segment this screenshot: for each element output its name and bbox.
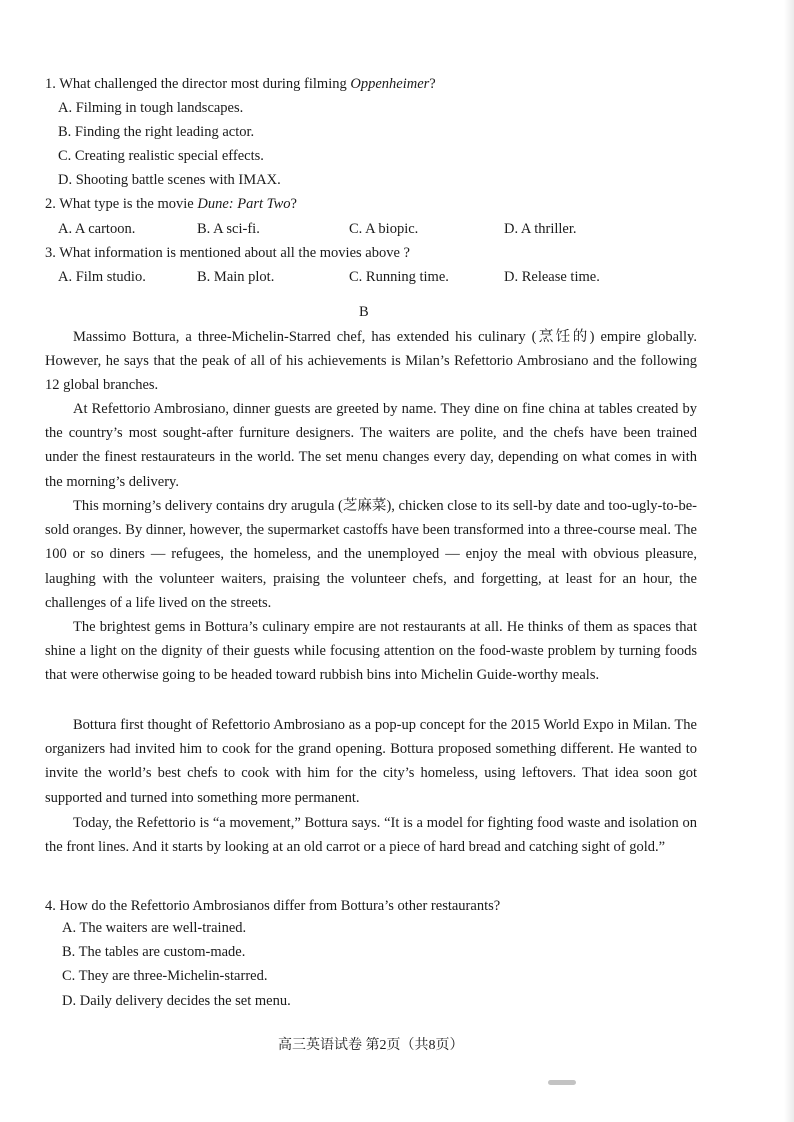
question-1-movie-title: Oppenheimer: [350, 76, 430, 92]
question-1-stem-text: 1. What challenged the director most during filming: [45, 76, 351, 92]
passage-paragraph-4-text: The brightest gems in Bottura’s culinary empire are not restaurants at all. He thinks of them as spaces that shine a light on the dignity of their guests while focusing attention on the food-waste problem by turning foods that were otherwise going to be headed toward rubbish bins into Michelin Guide-worthy meals.: [45, 619, 697, 684]
question-2-movie-title: Dune: Part Two: [197, 196, 291, 212]
question-4-option-a: A. The waiters are well-trained.: [62, 920, 247, 936]
passage-paragraph-3-text: This morning’s delivery contains dry arugula (芝麻菜), chicken close to its sell-by date and too-ugly-to-be-sold oranges. By dinner, however, the supermarket castoffs have been transformed into a three-course meal. The 100 or so diners — refugees, the homeless, and the unemployed — enjoy the meal with obvious pleasure, laughing with the volunteer waiters, praising the volunteer chefs, and forgetting, at least for an hour, the challenges of a life lived on the streets.: [45, 498, 697, 611]
question-1-option-a: A. Filming in tough landscapes.: [58, 100, 244, 116]
passage-paragraph-2: [45, 397, 697, 494]
question-2-stem-text: 2. What type is the movie: [45, 196, 198, 212]
question-4-stem: 4. How do the Refettorio Ambrosianos differ from Bottura’s other restaurants?: [45, 898, 501, 914]
passage-paragraph-2-text: At Refettorio Ambrosiano, dinner guests are greeted by name. They dine on fine china at tables created by the country’s most sought-after furniture designers. The waiters are polite, and the chefs have been trained under the finest restaurateurs in the world. The set menu changes every day, depending on what comes in with the morning’s delivery.: [45, 401, 697, 490]
question-1-option-d: D. Shooting battle scenes with IMAX.: [58, 172, 281, 188]
question-1-stem-end: ?: [429, 76, 436, 92]
question-2-stem-end: ?: [290, 196, 297, 212]
question-2-option-c: C. A biopic.: [349, 221, 419, 237]
question-4-option-d: D. Daily delivery decides the set menu.: [62, 993, 291, 1009]
page-edge-shadow: [784, 0, 794, 1122]
question-2-option-b: B. A sci-fi.: [197, 221, 260, 237]
question-1-option-b: B. Finding the right leading actor.: [58, 124, 255, 140]
passage-paragraph-1: [45, 325, 697, 398]
section-heading-b: B: [359, 304, 369, 320]
question-2-options: [0, 219, 794, 239]
passage-paragraph-5-text: Bottura first thought of Refettorio Ambrosiano as a pop-up concept for the 2015 World Expo in Milan. The organizers had invited him to cook for the grand opening. Bottura proposed something different. He wanted to invite the world’s best chefs to cook with him for the city’s homeless, using leftovers. That idea soon got supported and turned into something more permanent.: [45, 717, 697, 806]
question-1-option-c: C. Creating realistic special effects.: [58, 148, 264, 164]
scan-smudge: [548, 1080, 576, 1085]
passage-paragraph-3: [45, 494, 697, 615]
question-3-option-c: C. Running time.: [349, 269, 449, 285]
question-4-option-b: B. The tables are custom-made.: [62, 944, 246, 960]
question-2-option-a: A. A cartoon.: [58, 221, 136, 237]
question-3-option-a: A. Film studio.: [58, 269, 146, 285]
question-3-option-b: B. Main plot.: [197, 269, 275, 285]
question-1-stem: [45, 74, 436, 94]
question-2-option-d: D. A thriller.: [504, 221, 577, 237]
passage-paragraph-6: [45, 811, 697, 859]
question-3-options: [0, 267, 794, 287]
question-2-stem: [45, 194, 297, 214]
question-3-stem: 3. What information is mentioned about all the movies above ?: [45, 245, 410, 261]
question-4-option-c: C. They are three-Michelin-starred.: [62, 968, 268, 984]
page-footer: 高三英语试卷 第2页（共8页）: [278, 1038, 464, 1053]
passage-paragraph-5: [45, 713, 697, 810]
passage-paragraph-6-text: Today, the Refettorio is “a movement,” Bottura says. “It is a model for fighting food waste and isolation on the front lines. And it starts by looking at an old carrot or a piece of hard bread and catching sight of gold.”: [45, 815, 697, 856]
passage-paragraph-1-text: Massimo Bottura, a three-Michelin-Starred chef, has extended his culinary (烹饪的) empire globally. However, he says that the peak of all of his achievements is Milan’s Refettorio Ambrosiano and the following 12 global branches.: [45, 329, 697, 394]
question-3-option-d: D. Release time.: [504, 269, 600, 285]
passage-paragraph-4: [45, 615, 697, 688]
